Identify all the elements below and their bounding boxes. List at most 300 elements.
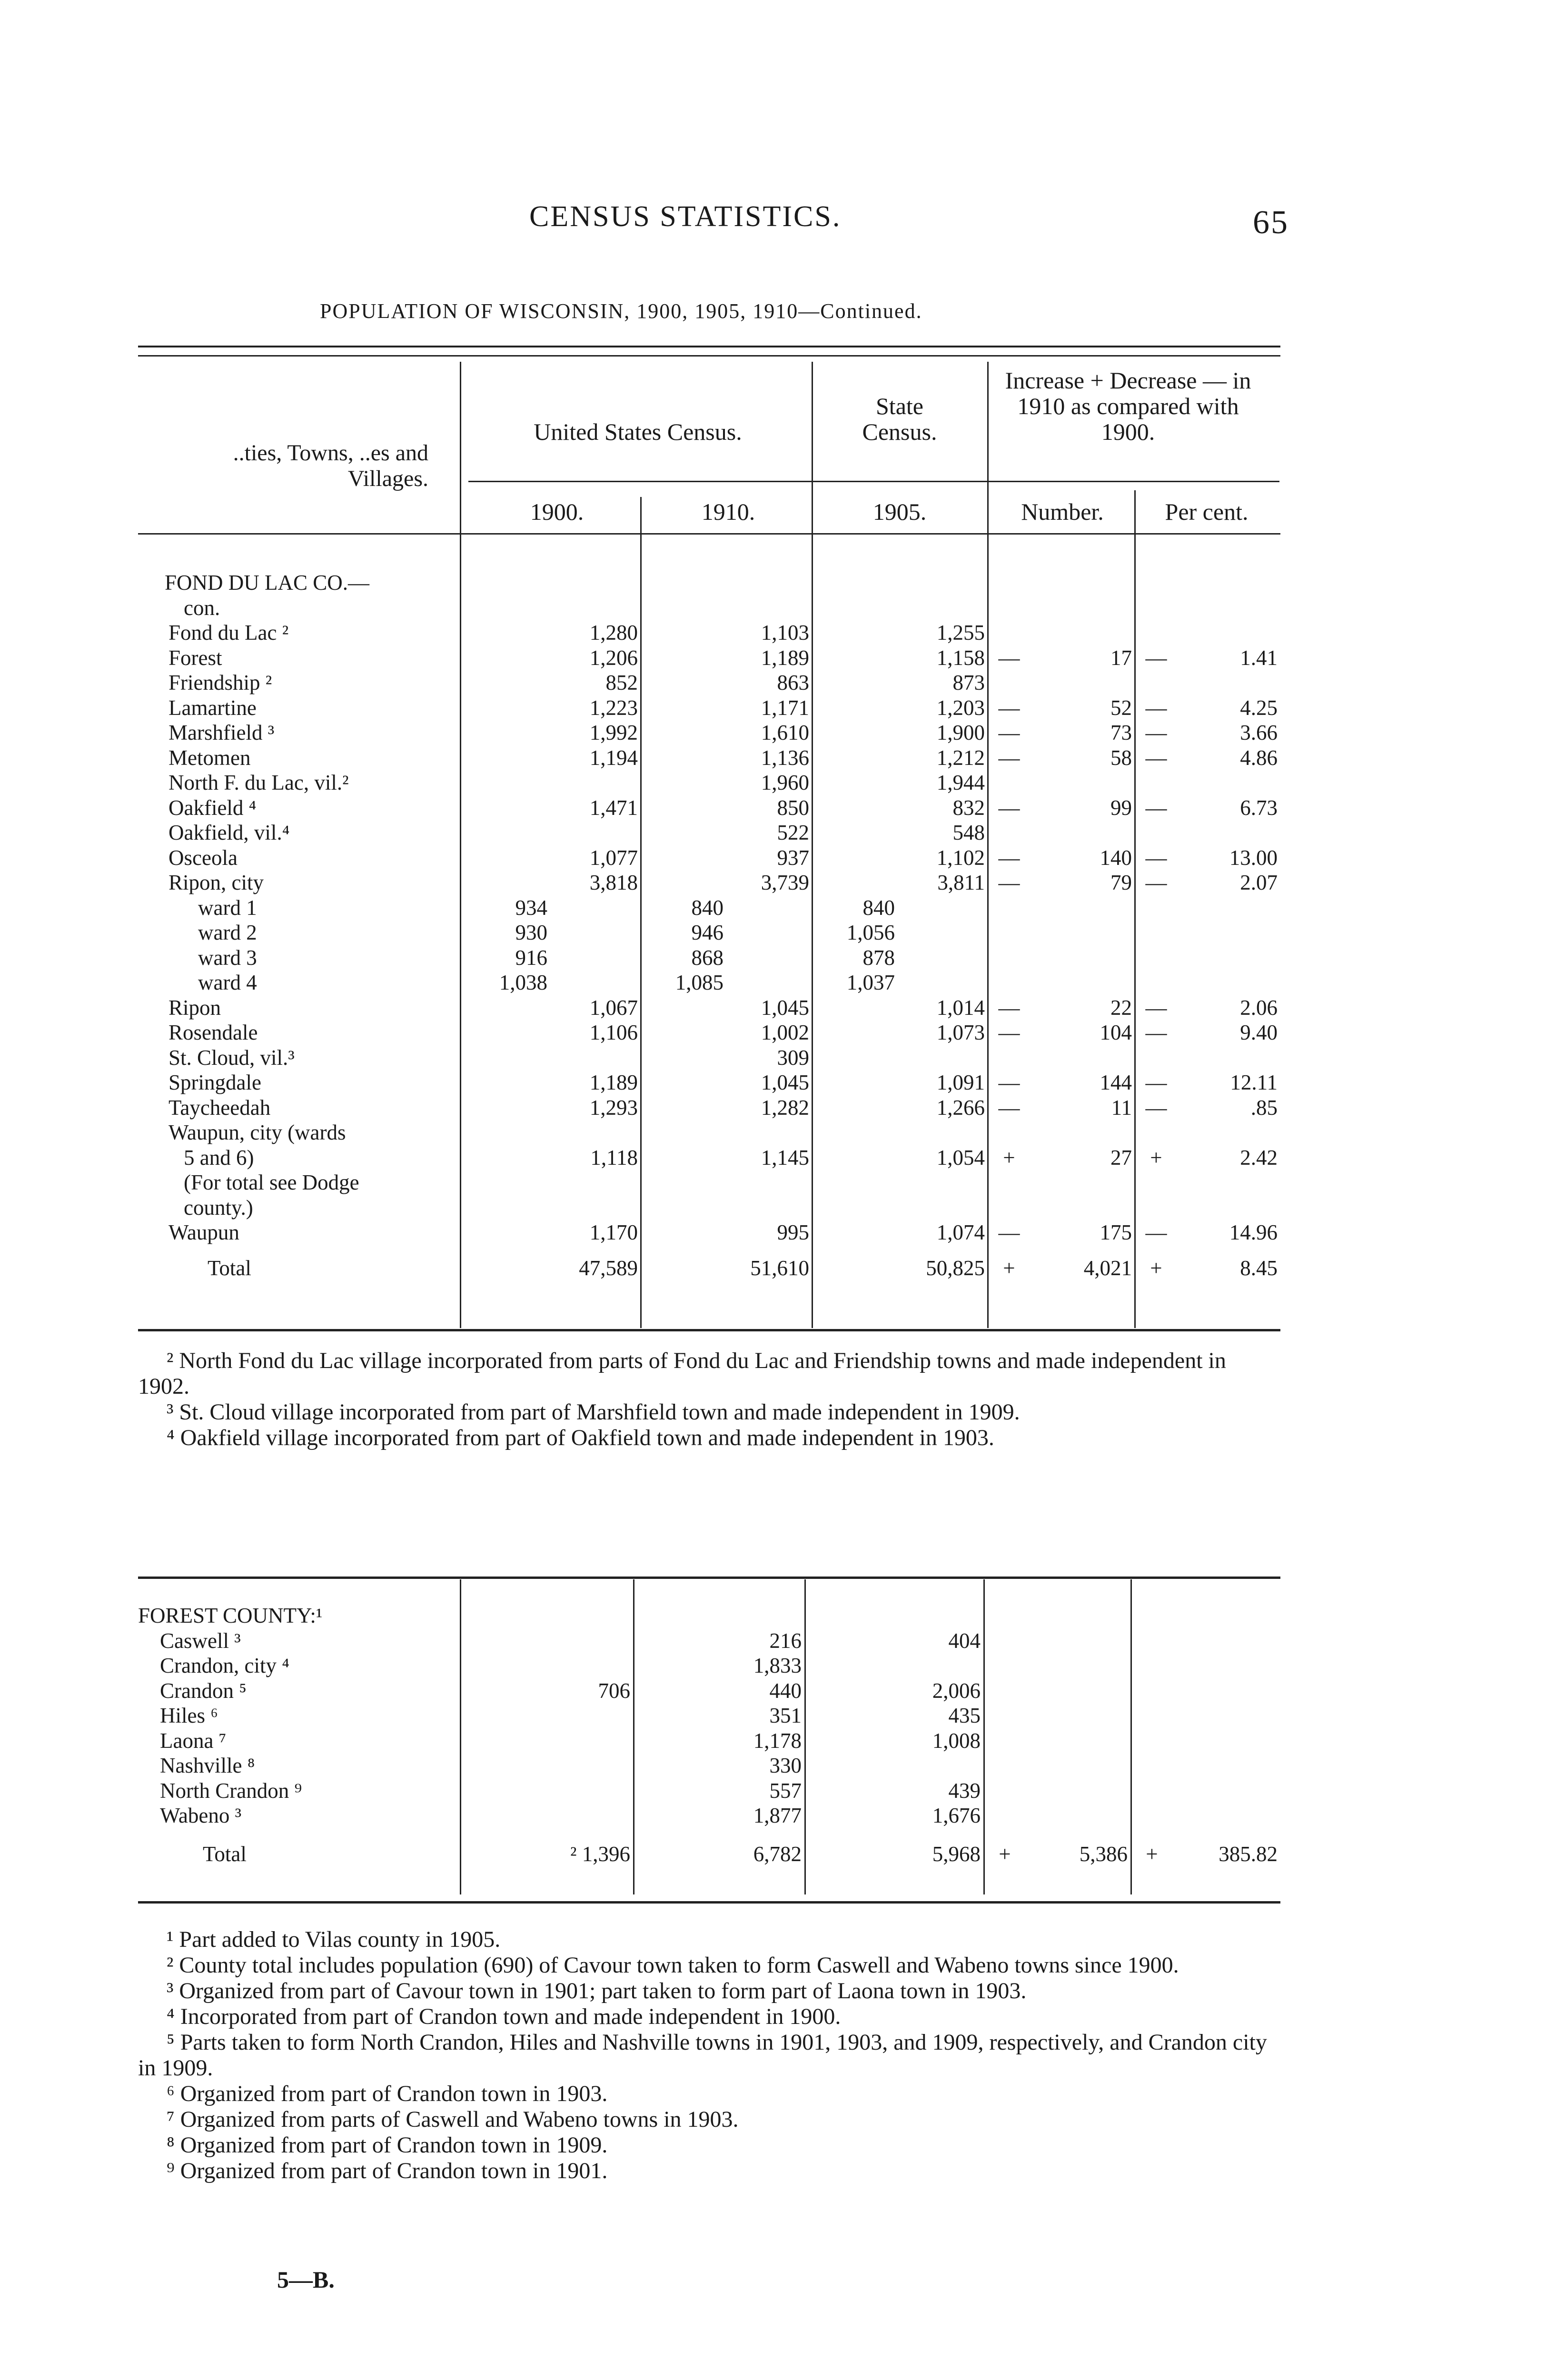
number-sign [983,1628,1026,1654]
percent-value: 2.06 [1240,995,1278,1020]
number-value: 5,386 [1079,1842,1128,1866]
cell-b1900: 3,818 [589,871,638,894]
cell-a1910 [641,645,726,671]
cell-b1905 [898,1045,988,1071]
row-name: Forest [168,645,222,670]
cell-b1905 [898,920,988,945]
number-sign [988,820,1031,845]
cell-a1905 [812,1045,898,1071]
percent-value [1178,970,1280,995]
total-row [165,1245,1280,1281]
cell-a1910 [641,870,726,895]
cell-a1910 [641,670,726,695]
percent-sign [1130,1753,1173,1778]
cell-b1910: 1,189 [761,645,809,670]
cell-b1910: 1,960 [761,771,809,794]
percent-value: 6.73 [1240,795,1278,820]
header-us-census: United States Census. [534,418,742,445]
percent-sign [1130,1778,1173,1804]
number-value: 52 [1110,695,1132,720]
number-sign: — [998,745,1020,770]
cell-b1900: 1,992 [589,721,638,744]
number-sign: — [998,1021,1020,1044]
table-row [165,970,1280,995]
cell-a1910 [641,845,726,871]
row-name: St. Cloud, vil.³ [168,1045,295,1070]
number-value: 22 [1110,995,1132,1020]
number-value [1026,1628,1130,1654]
row-name: Total [208,1256,251,1280]
waupun-city-label: (For total see Dodge [184,1170,359,1194]
table-row [165,920,1280,945]
row-name: Lamartine [168,695,257,720]
percent-value: 3.66 [1240,721,1278,744]
percent-sign [1135,770,1178,795]
row-name: Wabeno ³ [160,1804,242,1827]
cell-a1905 [812,820,898,845]
cell-a1900 [460,795,550,821]
table-row [165,1045,1280,1071]
percent-value [1173,1803,1280,1828]
number-value [1026,1728,1130,1754]
row-name: Springdale [168,1071,261,1094]
cell-a1900: 930 [515,921,547,944]
cell-b1910: 1,610 [761,721,809,744]
percent-value: 8.45 [1240,1256,1278,1280]
cell-b1910: 3,739 [761,871,809,894]
section-heading-row [138,1603,1280,1628]
section-heading: FOREST COUNTY:¹ [138,1604,323,1627]
cell-b1900 [550,770,641,795]
cell-a1910 [641,820,726,845]
percent-value: 385.82 [1219,1842,1278,1866]
forest-county-table [138,1603,1280,1866]
fond-du-lac-footnotes [138,1348,1276,1451]
cell-a1900 [460,1095,550,1121]
number-value [1031,620,1135,645]
cell-b1905: 1,900 [936,721,985,744]
cell-b1910: 1,145 [761,1145,809,1170]
cell-empty [641,1145,726,1170]
cell-b1910: 850 [777,795,809,820]
number-sign [988,945,1031,971]
cell-b1900 [550,820,641,845]
number-value: 4,021 [1083,1256,1132,1280]
header-name: ..ties, Towns, ..es and Villages. [233,440,428,491]
cell-b1905: 1,944 [936,771,985,794]
percent-value: 13.00 [1229,845,1278,870]
cell-b1905: 5,968 [932,1842,981,1866]
cell-b1910: 351 [769,1704,802,1727]
number-value [1031,970,1135,995]
table-row [165,745,1280,771]
number-value [1031,670,1135,695]
cell-b1905: 1,091 [936,1071,985,1094]
cell-empty [812,1245,898,1281]
number-sign: + [999,1842,1011,1866]
percent-sign [1135,670,1178,695]
waupun-city-label: Waupun, city (wards [168,1121,346,1144]
cell-b1905: 1,158 [936,645,985,670]
table-row [165,1195,1280,1220]
cell-a1905 [812,995,898,1021]
table-row [165,795,1280,821]
percent-value: 1.41 [1240,645,1278,670]
cell-a1905 [812,745,898,771]
cell-a1900 [460,870,550,895]
top-rule-2 [138,355,1280,357]
percent-value: 12.11 [1230,1071,1278,1094]
row-name: Nashville ⁸ [160,1754,255,1777]
percent-sign [1135,945,1178,971]
table-row [165,620,1280,645]
cell-a1900 [460,820,550,845]
cell-b1900 [460,1653,633,1678]
cell-b1900: 706 [598,1678,630,1703]
percent-value [1173,1628,1280,1654]
cell-b1905: 1,266 [936,1095,985,1120]
cell-b1905: 435 [948,1704,981,1727]
cell-b1900: 1,194 [589,745,638,770]
percent-sign: — [1145,695,1167,720]
number-value [1031,895,1135,921]
number-sign [988,895,1031,921]
cell-a1905 [812,1095,898,1121]
number-sign [988,1045,1031,1071]
number-value: 79 [1110,871,1132,894]
cell-a1905 [812,1070,898,1095]
cell-b1900 [460,1803,633,1828]
cell-a1910 [641,695,726,721]
cell-a1910: 1,085 [675,971,723,994]
percent-sign [1130,1803,1173,1828]
footnote: ⁷ Organized from parts of Caswell and Wabeno towns in 1903. [167,2107,739,2132]
percent-value [1173,1728,1280,1754]
cell-b1900: 1,170 [589,1220,638,1244]
row-name: North Crandon ⁹ [160,1778,302,1803]
number-value: 140 [1100,845,1132,870]
table-row [165,845,1280,871]
percent-sign [1135,970,1178,995]
footnote: ⁴ Oakfield village incorporated from part of Oakfield town and made independent in 1903. [167,1425,994,1450]
cell-b1905: 1,008 [932,1728,981,1753]
row-name: ward 2 [198,921,257,944]
cell-b1900 [550,920,641,945]
cell-b1905: 3,811 [937,871,985,894]
number-sign: — [998,1071,1020,1094]
fond-du-lac-table [165,570,1280,1280]
cell-b1905 [804,1753,983,1778]
percent-sign: + [1150,1145,1162,1170]
cell-a1905 [812,1020,898,1045]
percent-value [1173,1703,1280,1728]
percent-value [1173,1778,1280,1804]
number-sign [983,1703,1026,1728]
cell-a1900 [460,745,550,771]
table-row [165,1020,1280,1045]
cell-empty [460,1245,550,1281]
number-sign: — [998,871,1020,894]
table-row [138,1678,1280,1704]
percent-sign [1135,620,1178,645]
cell-empty [460,1220,550,1245]
number-sign: — [998,1095,1020,1120]
number-value [1031,945,1135,971]
cell-b1905: 1,073 [936,1021,985,1044]
cell-a1910 [641,620,726,645]
footnote: ¹ Part added to Vilas county in 1905. [167,1927,501,1952]
cell-b1905: 832 [952,795,985,820]
cell-empty [641,1245,726,1281]
percent-value [1178,945,1280,971]
cell-a1910 [641,1095,726,1121]
percent-sign [1135,920,1178,945]
cell-b1910: 557 [769,1778,802,1803]
percent-sign [1135,895,1178,921]
table-row [165,1220,1280,1245]
row-name: Oakfield ⁴ [168,795,257,820]
number-sign: — [998,695,1020,720]
cell-b1910: 1,045 [761,1071,809,1094]
table-row [165,645,1280,671]
cell-a1905 [812,720,898,745]
cell-b1910: 1,877 [753,1804,802,1827]
number-sign [988,620,1031,645]
cell-b1910: 1,045 [761,995,809,1020]
number-sign: — [998,995,1020,1020]
number-sign: — [998,845,1020,870]
row-name: North F. du Lac, vil.² [168,771,349,794]
cell-a1900 [460,620,550,645]
cell-b1910: 440 [769,1678,802,1703]
percent-value [1178,620,1280,645]
cell-b1910 [726,945,812,971]
table-2-end-rule [138,1901,1280,1904]
table-row [165,1170,1280,1195]
cell-a1910: 946 [691,921,723,944]
header-number: Number. [1021,498,1104,525]
cell-b1910: 1,103 [761,621,809,645]
cell-b1905 [804,1653,983,1678]
number-value: 175 [1100,1220,1132,1244]
cell-b1910: 309 [777,1045,809,1070]
cell-b1900: 1,067 [589,995,638,1020]
cell-b1905: 1,212 [936,745,985,770]
running-title: CENSUS STATISTICS. [529,200,842,233]
percent-sign [1135,1045,1178,1071]
cell-a1910: 868 [691,945,723,970]
number-value [1031,1045,1135,1071]
percent-sign: — [1145,721,1167,744]
cell-b1900: 1,206 [589,645,638,670]
row-name: Metomen [168,745,251,770]
cell-b1910 [726,895,812,921]
cell-b1905: 439 [948,1778,981,1803]
header-percent: Per cent. [1165,498,1249,525]
cell-empty [812,1145,898,1170]
table-row [138,1778,1280,1804]
header-1910: 1910. [701,498,755,525]
cell-b1905: 1,102 [936,845,985,870]
number-sign [983,1653,1026,1678]
cell-a1905 [812,870,898,895]
table-row [165,1095,1280,1121]
number-sign [983,1778,1026,1804]
percent-sign: — [1145,745,1167,770]
number-sign: — [998,795,1020,820]
cell-a1905 [812,670,898,695]
cell-b1905: 1,014 [936,995,985,1020]
number-value [1026,1753,1130,1778]
percent-value [1178,920,1280,945]
cell-b1900: 1,077 [589,845,638,870]
cell-a1905 [812,795,898,821]
percent-sign: — [1145,995,1167,1020]
cell-a1900 [460,695,550,721]
section-heading: FOND DU LAC CO.— [165,571,370,595]
row-name: Ripon [168,995,221,1020]
cell-b1900: ² 1,396 [570,1842,630,1866]
number-sign: — [998,645,1020,670]
cell-b1900: 852 [605,671,638,694]
cell-b1900 [550,1045,641,1071]
cell-b1905: 1,054 [936,1145,985,1170]
percent-sign [1130,1678,1173,1704]
percent-value [1178,895,1280,921]
number-value: 144 [1100,1071,1132,1094]
header-rule-mid [468,481,1279,482]
cell-a1905 [812,845,898,871]
cell-b1905: 50,825 [926,1256,985,1280]
percent-value [1173,1653,1280,1678]
cell-b1910: 937 [777,845,809,870]
number-value [1026,1653,1130,1678]
number-value: 17 [1110,645,1132,670]
number-value [1026,1803,1130,1828]
table-row [165,995,1280,1021]
table-row [165,670,1280,695]
cell-empty [812,1220,898,1245]
footnote: ⁵ Parts taken to form North Crandon, Hiles and Nashville towns in 1901, 1903, and 1909, respectively, and Crandon city in 1909. [138,2030,1267,2081]
cell-b1905 [898,970,988,995]
cell-b1910: 330 [769,1754,802,1777]
cell-b1905: 2,006 [932,1678,981,1703]
table-row [138,1653,1280,1678]
cell-a1905: 1,056 [846,921,895,944]
percent-value [1178,1045,1280,1071]
cell-b1910: 1,282 [761,1095,809,1120]
footnote: ⁶ Organized from part of Crandon town in 1903. [167,2081,608,2106]
cell-a1900 [460,645,550,671]
number-value: 104 [1100,1021,1132,1044]
row-name: Rosendale [168,1021,258,1044]
percent-value [1178,820,1280,845]
cell-a1910 [641,745,726,771]
cell-b1910 [726,920,812,945]
percent-value: 9.40 [1240,1021,1278,1044]
percent-sign [1130,1703,1173,1728]
row-name: Waupun [168,1220,239,1244]
number-sign [988,970,1031,995]
number-value [1026,1678,1130,1704]
header-1905: 1905. [872,498,927,525]
cell-b1910: 863 [777,671,809,694]
cell-a1900 [460,1045,550,1071]
number-value [1026,1703,1130,1728]
number-sign [983,1678,1026,1704]
cell-b1905: 1,676 [932,1804,981,1827]
cell-a1905 [812,645,898,671]
number-sign: — [998,1220,1020,1244]
table-1-end-rule [138,1329,1280,1331]
percent-sign: — [1145,845,1167,870]
percent-value: 2.07 [1240,871,1278,894]
table-row [165,895,1280,921]
row-name: Caswell ³ [160,1628,241,1653]
total-row [138,1828,1280,1867]
header-rule-bottom [138,533,1280,535]
cell-b1900: 1,106 [589,1021,638,1044]
footnote: ⁴ Incorporated from part of Crandon town and made independent in 1900. [167,2004,841,2029]
table-row [165,695,1280,721]
section-heading-row [165,570,1280,595]
cell-a1900 [460,770,550,795]
forest-footnotes [138,1927,1276,2184]
cell-a1900: 916 [515,945,547,970]
row-name: Laona ⁷ [160,1728,227,1753]
number-sign [983,1728,1026,1754]
cell-b1910: 1,136 [761,745,809,770]
cell-a1900: 1,038 [499,971,547,994]
percent-value: 2.42 [1240,1145,1278,1170]
percent-sign: — [1145,871,1167,894]
percent-value: 14.96 [1229,1220,1278,1244]
table-2-top-rule [138,1577,1280,1579]
table-row [165,1120,1280,1145]
cell-a1905: 1,037 [846,971,895,994]
cell-a1900 [460,720,550,745]
cell-a1905 [812,770,898,795]
percent-value: 4.86 [1240,745,1278,770]
row-name: Marshfield ³ [168,721,275,744]
cell-b1910: 522 [777,821,809,844]
footnote: ² North Fond du Lac village incorporated from parts of Fond du Lac and Friendship towns and made independent in 1902. [138,1348,1226,1399]
cell-b1910: 6,782 [753,1842,802,1866]
percent-value [1178,670,1280,695]
table-row [138,1728,1280,1754]
cell-a1900 [460,1020,550,1045]
cell-a1910 [641,1045,726,1071]
percent-sign: — [1145,645,1167,670]
cell-b1910: 1,178 [753,1728,802,1753]
table-row [165,870,1280,895]
cell-b1905: 1,074 [936,1220,985,1244]
cell-b1900 [460,1778,633,1804]
percent-value [1178,770,1280,795]
number-sign [983,1803,1026,1828]
waupun-city-label: county.) [184,1195,253,1220]
cell-b1905: 548 [952,821,985,844]
row-name: Crandon, city ⁴ [160,1654,289,1677]
table-row [165,1070,1280,1095]
cell-a1900 [460,670,550,695]
cell-b1900 [460,1628,633,1654]
header-increase: Increase + Decrease — in 1910 as compared with 1900. [1005,367,1251,445]
cell-b1905: 404 [948,1628,981,1653]
percent-sign: — [1145,1021,1167,1044]
cell-a1900 [460,1070,550,1095]
cell-a1905 [812,620,898,645]
